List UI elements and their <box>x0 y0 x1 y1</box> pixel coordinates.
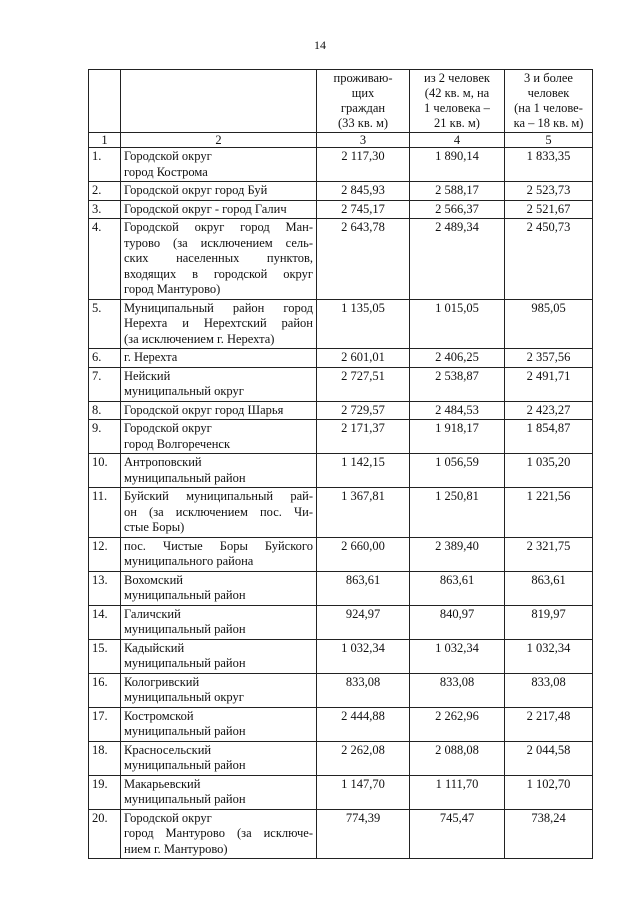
value-v3: 985,05 <box>505 299 593 349</box>
territory-name <box>121 219 317 300</box>
header-text-line: щих <box>351 86 375 100</box>
value-v3: 2 521,67 <box>505 200 593 219</box>
row-number: 17. <box>89 707 121 741</box>
territory-name-line: Галичский <box>124 606 181 621</box>
territory-name <box>121 605 317 639</box>
column-index-row <box>89 133 593 148</box>
territory-name <box>121 299 317 349</box>
value-v1: 2 444,88 <box>317 707 410 741</box>
table-row <box>89 420 593 454</box>
value-v2: 840,97 <box>410 605 505 639</box>
value-v2: 2 262,96 <box>410 707 505 741</box>
value-v1: 2 117,30 <box>317 148 410 182</box>
table-row <box>89 741 593 775</box>
table-row <box>89 349 593 368</box>
value-v2: 2 588,17 <box>410 182 505 201</box>
header-text-line: из 2 человек <box>424 71 490 85</box>
territory-name-line: муниципальный район <box>124 758 246 772</box>
row-number: 18. <box>89 741 121 775</box>
territory-name-line: стые Боры) <box>124 520 185 534</box>
table-row <box>89 454 593 488</box>
territory-name <box>121 741 317 775</box>
territory-name <box>121 367 317 401</box>
territory-name <box>121 707 317 741</box>
value-v3: 1 833,35 <box>505 148 593 182</box>
value-v3: 863,61 <box>505 571 593 605</box>
header-text-line: человек <box>527 86 570 100</box>
territory-name-line: пос. Чистые Боры Буйского <box>124 538 313 553</box>
value-v1: 924,97 <box>317 605 410 639</box>
territory-name-line: муниципальный район <box>124 588 246 602</box>
value-v3: 1 221,56 <box>505 488 593 538</box>
row-number: 3. <box>89 200 121 219</box>
header-text-line: 3 и более <box>524 71 573 85</box>
row-number: 8. <box>89 401 121 420</box>
territory-name-line: турово (за исключением сель- <box>124 235 313 250</box>
value-v3: 1 032,34 <box>505 639 593 673</box>
table-row <box>89 219 593 300</box>
header-text-line: проживаю- <box>333 71 393 85</box>
territory-name-line: Макарьевский <box>124 776 201 791</box>
value-v1: 2 845,93 <box>317 182 410 201</box>
header-cell-three-plus <box>505 70 593 133</box>
territory-name <box>121 639 317 673</box>
value-v2: 1 015,05 <box>410 299 505 349</box>
value-v1: 2 171,37 <box>317 420 410 454</box>
value-v3: 2 423,27 <box>505 401 593 420</box>
value-v3: 2 450,73 <box>505 219 593 300</box>
value-v2: 833,08 <box>410 673 505 707</box>
territory-name <box>121 420 317 454</box>
territory-name-line: Муниципальный район город <box>124 300 313 315</box>
territory-name-line: входящих в городской округ <box>124 266 313 281</box>
territory-name-line: Городской округ <box>124 421 212 435</box>
territory-name-line: Кадыйский <box>124 640 185 655</box>
territory-name-line: Вохомский <box>124 572 183 587</box>
header-text-line: 1 человека – <box>424 101 490 115</box>
territory-name-line: город Кострома <box>124 164 208 179</box>
value-v1: 2 729,57 <box>317 401 410 420</box>
table-row <box>89 299 593 349</box>
value-v1: 774,39 <box>317 809 410 859</box>
value-v3: 2 491,71 <box>505 367 593 401</box>
territory-name <box>121 775 317 809</box>
header-text-line: (на 1 челове- <box>514 101 583 115</box>
territory-name-line: Антроповский <box>124 455 202 469</box>
row-number: 11. <box>89 488 121 538</box>
row-number: 16. <box>89 673 121 707</box>
value-v2: 2 406,25 <box>410 349 505 368</box>
territory-name <box>121 454 317 488</box>
value-v1: 2 727,51 <box>317 367 410 401</box>
territory-name-line: Городской округ <box>124 810 212 825</box>
territory-name-line: ских населенных пунктов, <box>124 251 313 265</box>
value-v2: 2 389,40 <box>410 537 505 571</box>
allowance-table <box>88 69 593 859</box>
territory-name-line: Городской округ город Шарья <box>124 402 284 417</box>
territory-name <box>121 673 317 707</box>
row-number: 2. <box>89 182 121 201</box>
header-cell-single <box>317 70 410 133</box>
column-index: 3 <box>317 133 410 148</box>
territory-name <box>121 182 317 201</box>
column-index: 1 <box>89 133 121 148</box>
value-v2: 863,61 <box>410 571 505 605</box>
header-cell-name <box>121 70 317 133</box>
territory-name-line: Красносельский <box>124 742 212 757</box>
table-row <box>89 707 593 741</box>
value-v2: 2 484,53 <box>410 401 505 420</box>
value-v2: 1 056,59 <box>410 454 505 488</box>
value-v1: 2 643,78 <box>317 219 410 300</box>
row-number: 14. <box>89 605 121 639</box>
column-index: 2 <box>121 133 317 148</box>
column-index: 4 <box>410 133 505 148</box>
row-number: 20. <box>89 809 121 859</box>
value-v3: 2 523,73 <box>505 182 593 201</box>
value-v1: 2 601,01 <box>317 349 410 368</box>
value-v3: 738,24 <box>505 809 593 859</box>
header-cell-num <box>89 70 121 133</box>
row-number: 1. <box>89 148 121 182</box>
value-v3: 2 321,75 <box>505 537 593 571</box>
value-v3: 833,08 <box>505 673 593 707</box>
territory-name <box>121 401 317 420</box>
value-v1: 2 660,00 <box>317 537 410 571</box>
territory-name-line: муниципальный район <box>124 792 246 806</box>
value-v2: 1 918,17 <box>410 420 505 454</box>
territory-name-line: Городской округ город Буй <box>124 183 268 197</box>
territory-name-line: нием г. Мантурово) <box>124 841 228 856</box>
value-v1: 2 262,08 <box>317 741 410 775</box>
table-row <box>89 775 593 809</box>
value-v3: 2 357,56 <box>505 349 593 368</box>
territory-name <box>121 200 317 219</box>
value-v1: 1 142,15 <box>317 454 410 488</box>
territory-name-line: город Мантурово (за исключе- <box>124 826 313 840</box>
value-v3: 1 854,87 <box>505 420 593 454</box>
row-number: 13. <box>89 571 121 605</box>
table-row <box>89 537 593 571</box>
value-v2: 2 538,87 <box>410 367 505 401</box>
table-row <box>89 488 593 538</box>
territory-name <box>121 148 317 182</box>
page-number: 14 <box>314 38 326 52</box>
value-v1: 863,61 <box>317 571 410 605</box>
territory-name-line: Нейский <box>124 368 171 383</box>
row-number: 4. <box>89 219 121 300</box>
value-v2: 2 489,34 <box>410 219 505 300</box>
territory-name-line: муниципальный район <box>124 622 246 636</box>
territory-name-line: Буйский муниципальный рай- <box>124 489 313 503</box>
territory-name <box>121 537 317 571</box>
header-text-line: 21 кв. м) <box>434 116 480 130</box>
table-row <box>89 809 593 859</box>
header-cell-two-persons <box>410 70 505 133</box>
value-v1: 1 367,81 <box>317 488 410 538</box>
territory-name-line: муниципальный район <box>124 656 246 670</box>
territory-name-line: он (за исключением пос. Чи- <box>124 504 313 519</box>
value-v2: 2 566,37 <box>410 200 505 219</box>
value-v2: 1 890,14 <box>410 148 505 182</box>
value-v1: 1 032,34 <box>317 639 410 673</box>
value-v1: 833,08 <box>317 673 410 707</box>
table-row <box>89 571 593 605</box>
table-row <box>89 367 593 401</box>
territory-name-line: г. Нерехта <box>124 350 178 364</box>
header-row <box>89 70 593 133</box>
table-row <box>89 401 593 420</box>
territory-name <box>121 488 317 538</box>
value-v2: 1 250,81 <box>410 488 505 538</box>
row-number: 6. <box>89 349 121 368</box>
value-v2: 1 111,70 <box>410 775 505 809</box>
column-index: 5 <box>505 133 593 148</box>
territory-name <box>121 349 317 368</box>
row-number: 9. <box>89 420 121 454</box>
table-row <box>89 673 593 707</box>
header-text-line: (42 кв. м, на <box>424 86 490 100</box>
header-text-line: ка – 18 кв. м) <box>513 116 584 130</box>
value-v3: 819,97 <box>505 605 593 639</box>
territory-name-line: город Мантурово) <box>124 282 221 296</box>
value-v2: 2 088,08 <box>410 741 505 775</box>
territory-name-line: Нерехта и Нерехтский район <box>124 316 313 330</box>
row-number: 12. <box>89 537 121 571</box>
territory-name-line: муниципальный округ <box>124 690 244 704</box>
value-v2: 745,47 <box>410 809 505 859</box>
territory-name-line: (за исключением г. Нерехта) <box>124 331 275 346</box>
table-row <box>89 200 593 219</box>
value-v1: 1 147,70 <box>317 775 410 809</box>
value-v3: 1 035,20 <box>505 454 593 488</box>
row-number: 5. <box>89 299 121 349</box>
table-row <box>89 605 593 639</box>
territory-name-line: муниципальный округ <box>124 384 244 398</box>
table-row <box>89 182 593 201</box>
table-row <box>89 639 593 673</box>
header-text-line: (33 кв. м) <box>337 116 389 130</box>
value-v3: 1 102,70 <box>505 775 593 809</box>
territory-name-line: муниципального района <box>124 554 254 568</box>
value-v2: 1 032,34 <box>410 639 505 673</box>
value-v3: 2 044,58 <box>505 741 593 775</box>
territory-name-line: город Волгореченск <box>124 436 231 451</box>
territory-name-line: муниципальный район <box>124 470 246 485</box>
row-number: 10. <box>89 454 121 488</box>
value-v1: 1 135,05 <box>317 299 410 349</box>
territory-name-line: Городской округ - город Галич <box>124 201 287 216</box>
territory-name-line: муниципальный район <box>124 724 246 738</box>
header-text-line: граждан <box>340 101 386 115</box>
territory-name <box>121 809 317 859</box>
territory-name <box>121 571 317 605</box>
territory-name-line: Костромской <box>124 708 194 723</box>
value-v1: 2 745,17 <box>317 200 410 219</box>
row-number: 19. <box>89 775 121 809</box>
table-row <box>89 148 593 182</box>
row-number: 7. <box>89 367 121 401</box>
territory-name-line: Городской округ <box>124 149 212 163</box>
value-v3: 2 217,48 <box>505 707 593 741</box>
territory-name-line: Кологривский <box>124 674 200 689</box>
row-number: 15. <box>89 639 121 673</box>
territory-name-line: Городской округ город Ман- <box>124 220 313 234</box>
